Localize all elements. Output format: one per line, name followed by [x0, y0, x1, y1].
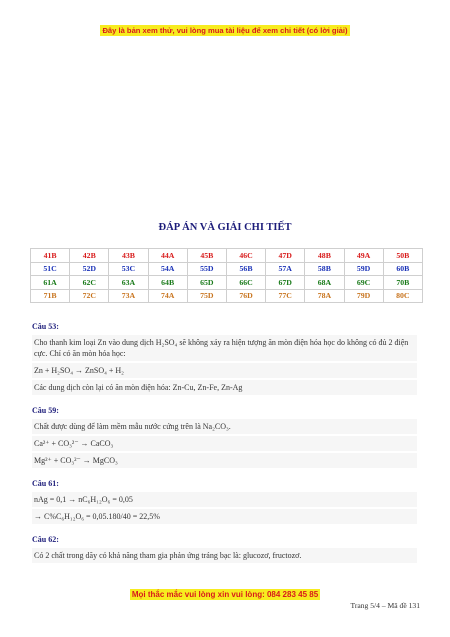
- question-61: [32, 479, 417, 524]
- answer-cell: 52D: [70, 262, 109, 276]
- answer-cell: 47D: [266, 249, 305, 263]
- answer-cell: 41B: [31, 249, 70, 263]
- answer-cell: 42B: [70, 249, 109, 263]
- answer-cell: 66C: [226, 276, 265, 290]
- question-label: Câu 62:: [32, 535, 59, 544]
- answer-cell: 73A: [109, 289, 148, 303]
- answer-cell: 59D: [344, 262, 383, 276]
- answer-key-table: [30, 248, 423, 303]
- equation-line: Mg²⁺ + CO₃²⁻ → MgCO₃: [32, 453, 417, 468]
- answer-row: [31, 276, 423, 290]
- answer-cell: 75D: [187, 289, 226, 303]
- solution-line: → C%C₆H₁₂O₆ = 0,05.180/40 = 22,5%: [32, 509, 417, 524]
- answer-cell: 63A: [109, 276, 148, 290]
- answer-cell: 64B: [148, 276, 187, 290]
- solution-line: nAg = 0,1 → nC₆H₁₂O₆ = 0,05: [32, 492, 417, 507]
- question-label: Câu 59:: [32, 406, 59, 415]
- answer-cell: 68A: [305, 276, 344, 290]
- answer-row: [31, 249, 423, 263]
- answer-cell: 45B: [187, 249, 226, 263]
- question-62: [32, 535, 417, 563]
- page-title: ĐÁP ÁN VÀ GIẢI CHI TIẾT: [158, 222, 292, 233]
- preview-banner: [0, 26, 450, 35]
- answer-cell: 61A: [31, 276, 70, 290]
- question-59: [32, 406, 417, 468]
- question-label: Câu 53:: [32, 322, 59, 331]
- answer-cell: 58B: [305, 262, 344, 276]
- answer-cell: 44A: [148, 249, 187, 263]
- answer-cell: 76D: [226, 289, 265, 303]
- equation-line: Zn + H₂SO₄ → ZnSO₄ + H₂: [32, 363, 417, 378]
- question-53: [32, 322, 417, 395]
- answer-cell: 74A: [148, 289, 187, 303]
- answer-cell: 79D: [344, 289, 383, 303]
- answer-cell: 50B: [383, 249, 422, 263]
- answer-cell: 65D: [187, 276, 226, 290]
- answer-row: [31, 262, 423, 276]
- solution-line: Chất được dùng để làm mềm mẫu nước cứng trên là Na₂CO₃.: [32, 419, 417, 434]
- answer-cell: 46C: [226, 249, 265, 263]
- answer-cell: 43B: [109, 249, 148, 263]
- page-number: Trang 5/4 – Mã đề 131: [350, 601, 420, 610]
- solution-line: Có 2 chất trong dãy có khả năng tham gia phản ứng tráng bạc là: glucozơ, fructozơ.: [32, 548, 417, 563]
- equation-line: Ca²⁺ + CO₃²⁻ → CaCO₃: [32, 436, 417, 451]
- answer-cell: 70B: [383, 276, 422, 290]
- answer-cell: 69C: [344, 276, 383, 290]
- answer-cell: 54A: [148, 262, 187, 276]
- answer-cell: 56B: [226, 262, 265, 276]
- contact-footer-text: Mọi thắc mắc vui lòng xin vui lòng: 084 283 45 85: [131, 590, 319, 599]
- answer-cell: 60B: [383, 262, 422, 276]
- question-label: Câu 61:: [32, 479, 59, 488]
- answer-cell: 53C: [109, 262, 148, 276]
- answer-cell: 55D: [187, 262, 226, 276]
- preview-banner-text: Đây là bản xem thử, vui lòng mua tài liệu để xem chi tiết (có lời giải): [102, 26, 348, 35]
- answer-cell: 80C: [383, 289, 422, 303]
- answer-cell: 57A: [266, 262, 305, 276]
- solution-line: Các dung dịch còn lại có ăn mòn điện hóa: Zn-Cu, Zn-Fe, Zn-Ag: [32, 380, 417, 395]
- answer-cell: 78A: [305, 289, 344, 303]
- answer-cell: 77C: [266, 289, 305, 303]
- answer-cell: 49A: [344, 249, 383, 263]
- answer-cell: 51C: [31, 262, 70, 276]
- solution-line: Cho thanh kim loại Zn vào dung dịch H₂SO₄ sẽ không xảy ra hiện tượng ăn mòn điện hóa học do không có đủ 2 điện cực. Chỉ có ăn mòn hóa học:: [32, 335, 417, 361]
- answer-row: [31, 289, 423, 303]
- answer-cell: 71B: [31, 289, 70, 303]
- answer-cell: 72C: [70, 289, 109, 303]
- answer-cell: 67D: [266, 276, 305, 290]
- answer-cell: 62C: [70, 276, 109, 290]
- answer-cell: 48B: [305, 249, 344, 263]
- solutions-section: [32, 322, 417, 574]
- contact-footer: [0, 590, 450, 599]
